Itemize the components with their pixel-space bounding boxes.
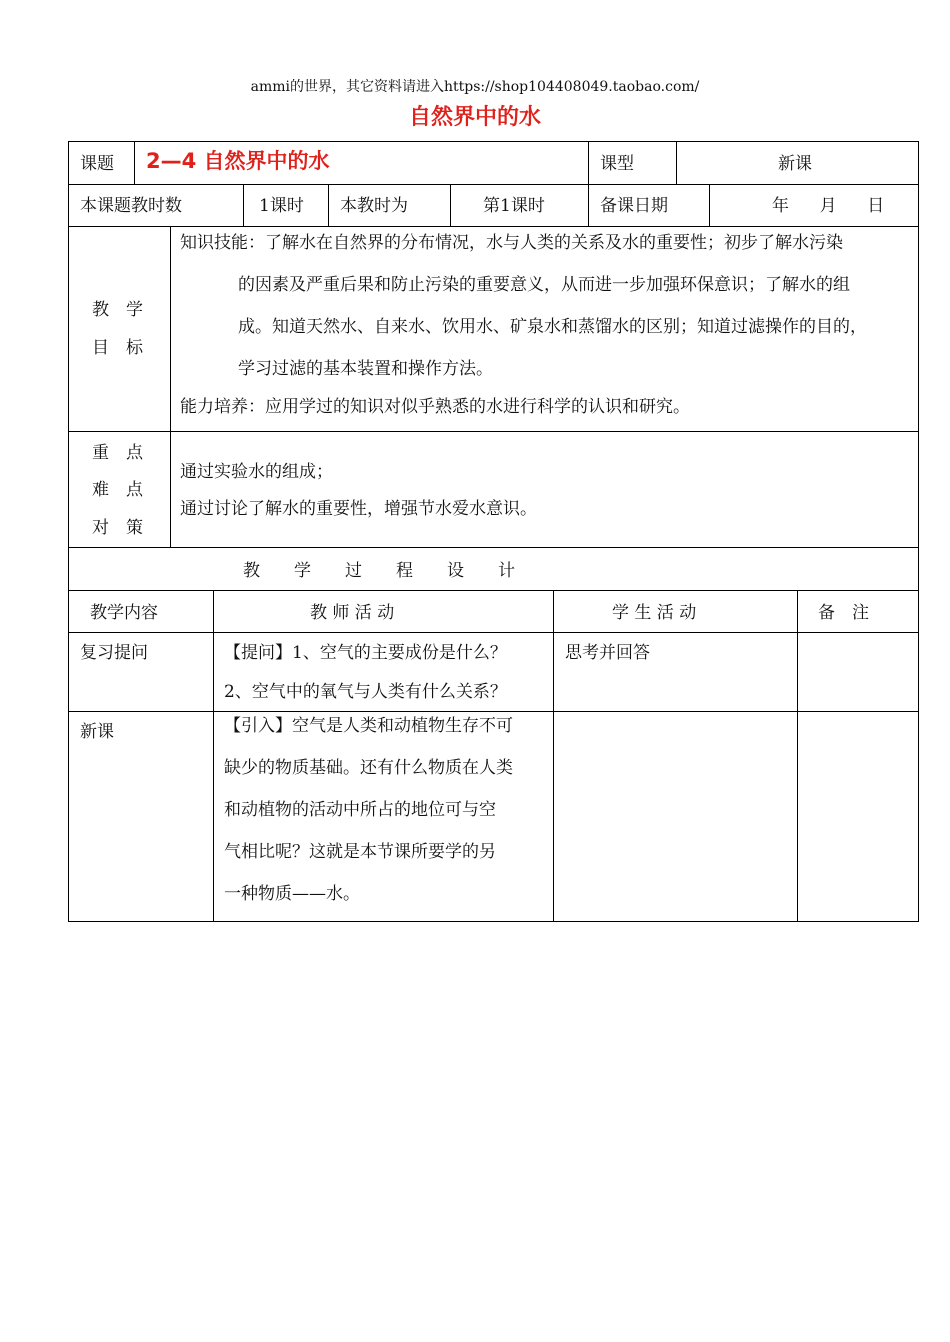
- col-header-student: 学 生 活 动: [612, 603, 697, 623]
- total-hours-value: 1课时: [259, 196, 304, 216]
- row-teacher-line: 缺少的物质基础。还有什么物质在人类: [224, 758, 513, 778]
- keypoints-label-line1: 重 点: [92, 443, 143, 463]
- keypoints-label-line2: 难 点: [92, 480, 143, 500]
- objectives-label-line2: 目 标: [92, 338, 143, 358]
- topic-label: 课题: [80, 154, 114, 174]
- current-session-label: 本教时为: [340, 196, 408, 216]
- row-teacher-line: 和动植物的活动中所占的地位可与空: [224, 800, 496, 820]
- keypoints-label-line3: 对 策: [92, 518, 143, 538]
- row-student: 思考并回答: [565, 643, 650, 663]
- keypoint-item: 通过实验水的组成；: [180, 462, 333, 482]
- col-header-content: 教学内容: [90, 603, 158, 623]
- keypoint-item: 通过讨论了解水的重要性，增强节水爱水意识。: [180, 499, 537, 519]
- knowledge-skills-line4: 学习过滤的基本装置和操作方法。: [238, 359, 493, 379]
- row-teacher-line: 【引入】空气是人类和动植物生存不可: [224, 716, 513, 736]
- row-teacher-line: 2、空气中的氧气与人类有什么关系？: [224, 682, 507, 702]
- total-hours-label: 本课题教时数: [80, 196, 182, 216]
- row-content: 复习提问: [80, 643, 148, 663]
- row-teacher-line: 【提问】1、空气的主要成份是什么？: [224, 643, 507, 663]
- col-header-notes: 备 注: [818, 603, 869, 623]
- knowledge-skills-line2: 的因素及严重后果和防止污染的重要意义，从而进一步加强环保意识；了解水的组: [238, 275, 850, 295]
- process-heading: 教 学 过 程 设 计: [243, 561, 515, 581]
- topic-value: 2—4 自然界中的水: [146, 149, 330, 173]
- prep-date-value: 年 月 日: [772, 196, 891, 216]
- objectives-label-line1: 教 学: [92, 300, 143, 320]
- lesson-type-label: 课型: [600, 154, 634, 174]
- lesson-type-value: 新课: [778, 154, 812, 174]
- row-teacher-line: 一种物质——水。: [224, 884, 360, 904]
- knowledge-skills-line3: 成。知道天然水、自来水、饮用水、矿泉水和蒸馏水的区别；知道过滤操作的目的，: [238, 317, 867, 337]
- row-content: 新课: [80, 722, 114, 742]
- prep-date-label: 备课日期: [600, 196, 668, 216]
- knowledge-skills-line1: 知识技能：了解水在自然界的分布情况，水与人类的关系及水的重要性；初步了解水污染: [180, 233, 843, 253]
- col-header-teacher: 教 师 活 动: [310, 603, 395, 623]
- header-note: ammi的世界，其它资料请进入https://shop104408049.taobao.com/: [250, 79, 700, 95]
- current-session-value: 第1课时: [483, 196, 545, 216]
- page-title: 自然界中的水: [408, 105, 541, 130]
- ability-training: 能力培养：应用学过的知识对似乎熟悉的水进行科学的认识和研究。: [180, 397, 690, 417]
- row-teacher-line: 气相比呢？这就是本节课所要学的另: [224, 842, 496, 862]
